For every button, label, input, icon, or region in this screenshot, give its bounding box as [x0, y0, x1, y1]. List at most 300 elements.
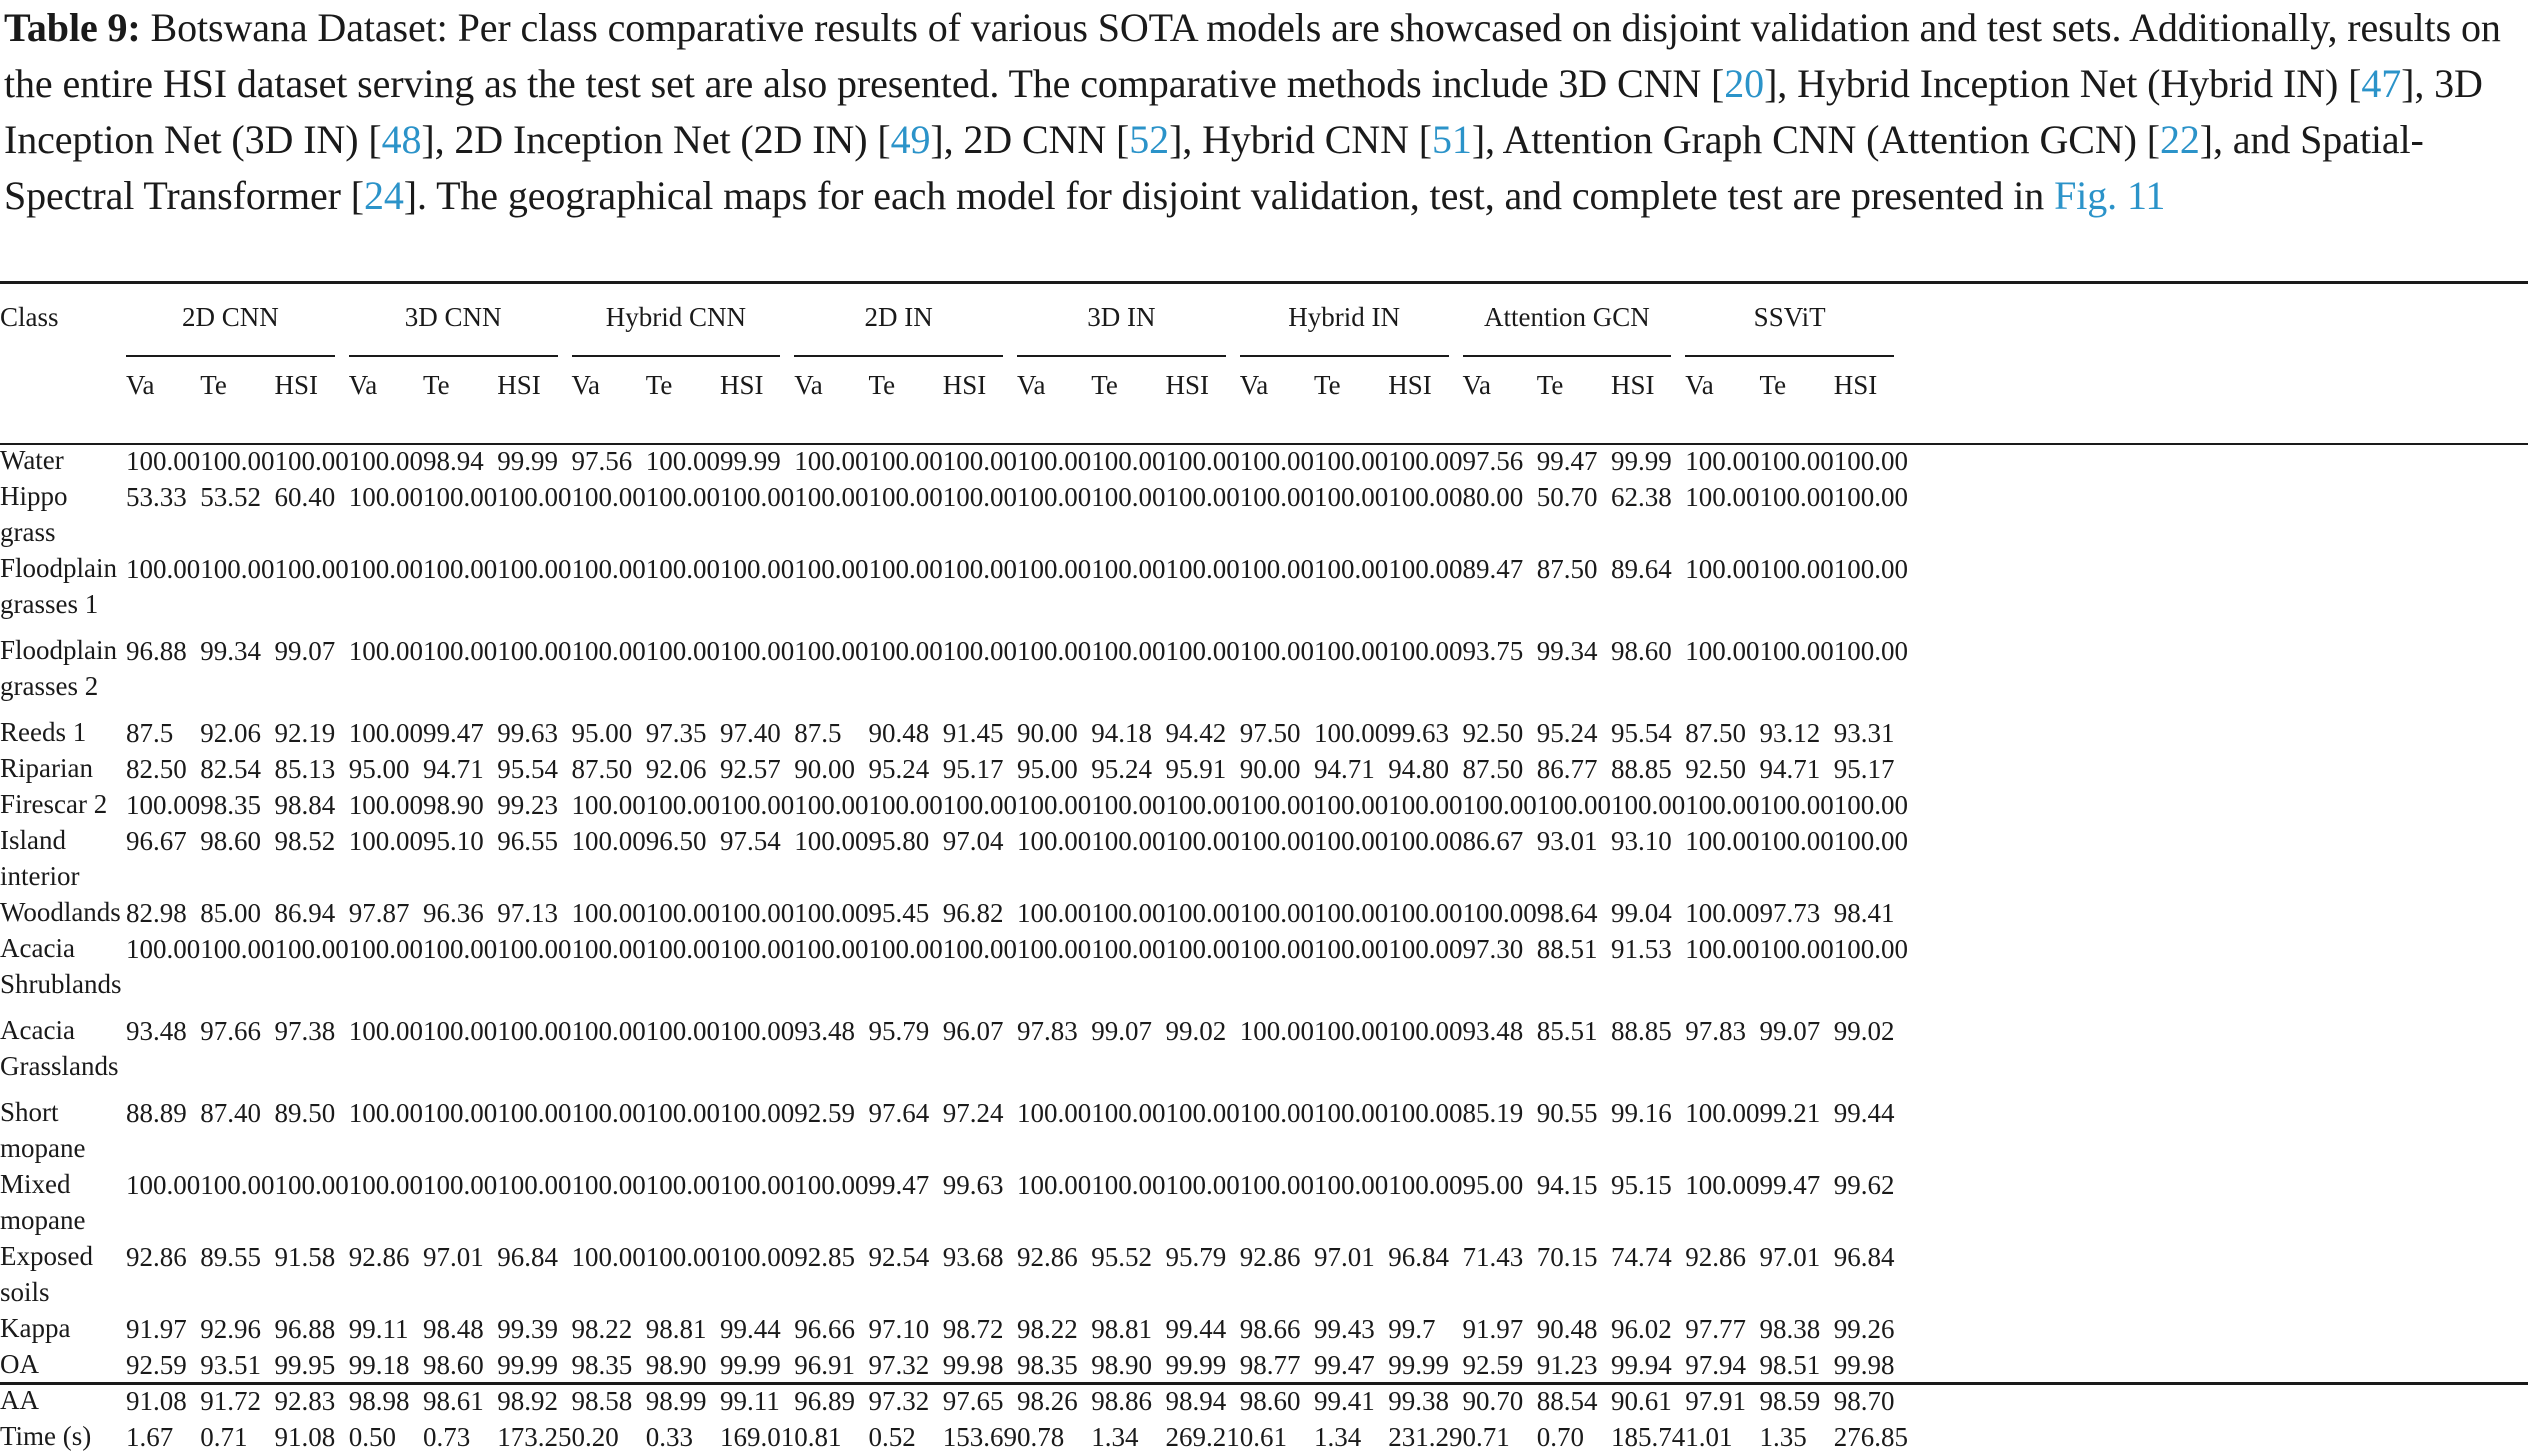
value-cell: 100.00 — [645, 1170, 720, 1200]
value-cell: 100.00 — [126, 446, 201, 476]
value-cell: 100.00 — [1091, 554, 1166, 584]
value-cell: 100.00 — [1314, 1016, 1389, 1046]
value-cell: 99.47 — [1759, 1170, 1821, 1200]
value-cell: 99.34 — [1536, 636, 1598, 666]
value-cell: 96.50 — [645, 826, 707, 856]
value-cell: 100.00 — [1314, 636, 1389, 666]
value-cell: 99.26 — [1833, 1314, 1895, 1344]
value-cell: 98.60 — [200, 826, 261, 856]
value-cell: 0.81 — [794, 1422, 842, 1452]
value-cell: 97.83 — [1685, 1016, 1746, 1046]
value-cell: 99.99 — [497, 446, 558, 476]
citation-link[interactable]: 24 — [363, 173, 404, 218]
value-cell: 100.00 — [1388, 1170, 1463, 1200]
value-cell: 100.00 — [1759, 934, 1834, 964]
value-cell: 100.00 — [1314, 446, 1389, 476]
value-cell: 100.00 — [942, 636, 1017, 666]
value-cell: 100.00 — [126, 554, 201, 584]
value-cell: 99.41 — [1314, 1386, 1375, 1416]
value-cell: 90.61 — [1611, 1386, 1672, 1416]
value-cell: 92.86 — [1685, 1242, 1746, 1272]
value-cell: 100.00 — [348, 1170, 423, 1200]
value-cell: 99.94 — [1611, 1350, 1672, 1380]
value-cell: 96.02 — [1611, 1314, 1672, 1344]
value-cell: 99.39 — [497, 1314, 558, 1344]
class-name-cell: Kappa — [0, 1313, 71, 1343]
value-cell: 100.00 — [497, 636, 572, 666]
value-cell: 99.38 — [1388, 1386, 1449, 1416]
value-cell: 99.99 — [1611, 446, 1672, 476]
value-cell: 99.99 — [1388, 1350, 1449, 1380]
value-cell: 98.99 — [645, 1386, 707, 1416]
class-column-header: Class — [0, 302, 59, 332]
class-name-cell: Floodplain grasses 2 — [0, 635, 118, 701]
value-cell: 100.00 — [423, 934, 498, 964]
value-cell: 95.79 — [868, 1016, 930, 1046]
value-cell: 1.34 — [1314, 1422, 1362, 1452]
value-cell: 96.88 — [274, 1314, 336, 1344]
table-row — [0, 478, 1908, 550]
value-cell: 100.00 — [1314, 1098, 1389, 1128]
value-cell: 99.47 — [423, 718, 484, 748]
value-cell: 100.00 — [1833, 482, 1908, 512]
value-cell: 99.98 — [942, 1350, 1004, 1380]
subset-header: HSI — [1611, 370, 1655, 400]
value-cell: 95.24 — [1091, 754, 1152, 784]
citation-link[interactable]: 48 — [381, 117, 422, 162]
subset-header: Va — [126, 370, 155, 400]
value-cell: 97.32 — [868, 1350, 930, 1380]
value-cell: 100.00 — [1165, 482, 1240, 512]
value-cell: 92.50 — [1462, 718, 1524, 748]
subset-header: Va — [348, 370, 378, 400]
value-cell: 95.24 — [868, 754, 930, 784]
value-cell: 99.34 — [200, 636, 261, 666]
value-cell: 100.00 — [571, 636, 646, 666]
value-cell: 100.00 — [571, 1016, 646, 1046]
model-header: 2D IN — [794, 302, 1003, 357]
value-cell: 98.64 — [1536, 898, 1598, 928]
value-cell: 99.47 — [1536, 446, 1598, 476]
value-cell: 98.35 — [571, 1350, 633, 1380]
class-name-cell: Riparian — [0, 753, 93, 783]
subset-header: HSI — [720, 370, 764, 400]
value-cell: 100.00 — [1091, 898, 1166, 928]
value-cell: 100.00 — [1017, 1170, 1092, 1200]
value-cell: 86.94 — [274, 898, 336, 928]
value-cell: 97.66 — [200, 1016, 261, 1046]
subset-header: HSI — [942, 370, 987, 400]
value-cell: 100.00 — [1239, 446, 1314, 476]
value-cell: 95.17 — [1833, 754, 1895, 784]
value-cell: 100.00 — [645, 482, 720, 512]
value-cell: 100.00 — [1165, 1170, 1240, 1200]
value-cell: 92.86 — [1017, 1242, 1078, 1272]
value-cell: 50.70 — [1536, 482, 1598, 512]
value-cell: 99.63 — [1388, 718, 1449, 748]
citation-link[interactable]: 20 — [1724, 61, 1765, 106]
value-cell: 100.00 — [571, 1242, 646, 1272]
value-cell: 99.02 — [1833, 1016, 1895, 1046]
value-cell: 95.80 — [868, 826, 930, 856]
value-cell: 98.60 — [1611, 636, 1672, 666]
value-cell: 98.35 — [200, 790, 261, 820]
value-cell: 100.00 — [1017, 554, 1092, 584]
class-name-cell: OA — [0, 1349, 39, 1379]
value-cell: 99.47 — [1314, 1350, 1375, 1380]
value-cell: 89.64 — [1611, 554, 1672, 584]
value-cell: 100.00 — [720, 1170, 795, 1200]
value-cell: 96.84 — [1388, 1242, 1449, 1272]
value-cell: 85.13 — [274, 754, 336, 784]
table-row — [0, 1238, 1908, 1310]
value-cell: 100.00 — [348, 446, 423, 476]
value-cell: 100.00 — [1685, 636, 1760, 666]
value-cell: 0.78 — [1017, 1422, 1065, 1452]
value-cell: 0.52 — [868, 1422, 916, 1452]
caption-text: ], Hybrid Inception Net (Hybrid IN) [ — [1764, 61, 2362, 106]
value-cell: 100.00 — [720, 636, 795, 666]
value-cell: 100.00 — [1017, 1098, 1092, 1128]
value-cell: 80.00 — [1462, 482, 1524, 512]
class-name-cell: Time (s) — [0, 1421, 92, 1451]
value-cell: 98.94 — [1165, 1386, 1227, 1416]
value-cell: 98.22 — [1017, 1314, 1078, 1344]
citation-link[interactable]: 49 — [890, 117, 931, 162]
value-cell: 96.36 — [423, 898, 484, 928]
value-cell: 93.68 — [942, 1242, 1004, 1272]
value-cell: 85.51 — [1536, 1016, 1598, 1046]
table-row — [0, 442, 1908, 478]
caption-text: ], 2D CNN [ — [930, 117, 1130, 162]
value-cell: 100.00 — [497, 1170, 572, 1200]
value-cell: 97.64 — [868, 1098, 930, 1128]
value-cell: 95.00 — [1462, 1170, 1524, 1200]
subset-header: HSI — [497, 370, 541, 400]
value-cell: 100.00 — [348, 1016, 423, 1046]
value-cell: 92.54 — [868, 1242, 930, 1272]
value-cell: 88.85 — [1611, 754, 1672, 784]
value-cell: 92.06 — [645, 754, 707, 784]
value-cell: 100.00 — [423, 1016, 498, 1046]
table-caption — [4, 0, 2524, 224]
value-cell: 96.88 — [126, 636, 187, 666]
subset-header: Va — [571, 370, 600, 400]
value-cell: 98.60 — [1239, 1386, 1301, 1416]
value-cell: 100.00 — [1833, 790, 1908, 820]
value-cell: 100.00 — [423, 636, 498, 666]
value-cell: 100.00 — [497, 934, 572, 964]
value-cell: 100.00 — [348, 826, 423, 856]
value-cell: 97.01 — [423, 1242, 484, 1272]
value-cell: 1.34 — [1091, 1422, 1139, 1452]
value-cell: 100.00 — [274, 934, 349, 964]
subset-header: Te — [1536, 370, 1564, 400]
value-cell: 90.00 — [1239, 754, 1301, 784]
value-cell: 97.91 — [1685, 1386, 1746, 1416]
value-cell: 0.71 — [1462, 1422, 1510, 1452]
class-name-cell: Island interior — [0, 825, 80, 891]
value-cell: 88.51 — [1536, 934, 1598, 964]
value-cell: 100.00 — [1388, 636, 1463, 666]
value-cell: 99.44 — [720, 1314, 781, 1344]
value-cell: 100.00 — [645, 934, 720, 964]
value-cell: 97.40 — [720, 718, 781, 748]
value-cell: 100.00 — [126, 1170, 201, 1200]
value-cell: 93.51 — [200, 1350, 261, 1380]
value-cell: 92.86 — [1239, 1242, 1301, 1272]
value-cell: 100.00 — [645, 446, 720, 476]
model-header: Attention GCN — [1463, 302, 1672, 357]
value-cell: 0.20 — [571, 1422, 619, 1452]
value-cell: 100.00 — [1388, 1098, 1463, 1128]
value-cell: 99.7 — [1388, 1314, 1436, 1344]
value-cell: 94.15 — [1536, 1170, 1598, 1200]
value-cell: 100.00 — [423, 1098, 498, 1128]
value-cell: 100.00 — [1759, 826, 1834, 856]
value-cell: 100.00 — [1165, 790, 1240, 820]
value-cell: 100.00 — [1314, 826, 1389, 856]
value-cell: 89.47 — [1462, 554, 1524, 584]
citation-link[interactable]: 47 — [2361, 61, 2402, 106]
value-cell: 92.86 — [126, 1242, 187, 1272]
figure-link[interactable]: Fig. 11 — [2054, 173, 2166, 218]
value-cell: 98.90 — [645, 1350, 707, 1380]
value-cell: 100.00 — [348, 482, 423, 512]
value-cell: 86.77 — [1536, 754, 1598, 784]
value-cell: 92.59 — [126, 1350, 187, 1380]
value-cell: 93.48 — [126, 1016, 187, 1046]
model-header: 3D CNN — [349, 302, 558, 357]
value-cell: 100.00 — [1314, 790, 1389, 820]
value-cell: 92.96 — [200, 1314, 261, 1344]
value-cell: 100.00 — [1239, 934, 1314, 964]
value-cell: 100.00 — [1165, 1098, 1240, 1128]
value-cell: 95.45 — [868, 898, 930, 928]
value-cell: 97.10 — [868, 1314, 930, 1344]
model-header: Hybrid IN — [1240, 302, 1449, 357]
value-cell: 100.00 — [1388, 790, 1463, 820]
value-cell: 0.33 — [645, 1422, 693, 1452]
value-cell: 100.00 — [1091, 826, 1166, 856]
subset-header: Te — [1314, 370, 1341, 400]
value-cell: 100.00 — [200, 934, 275, 964]
value-cell: 88.89 — [126, 1098, 187, 1128]
table-row — [0, 1094, 1908, 1166]
value-cell: 153.69 — [942, 1422, 1017, 1452]
value-cell: 100.00 — [645, 636, 720, 666]
value-cell: 0.50 — [348, 1422, 396, 1452]
value-cell: 99.44 — [1165, 1314, 1227, 1344]
caption-text: Botswana Dataset: Per class comparative results of various SOTA models are showcased on disjoint validation and test sets. Additionally, results on the entire HSI dataset serving as the test set are also presented. The comparative methods include 3D CNN [ — [4, 5, 2501, 106]
value-cell: 98.26 — [1017, 1386, 1078, 1416]
value-cell: 94.42 — [1165, 718, 1227, 748]
value-cell: 185.74 — [1611, 1422, 1686, 1452]
value-cell: 95.00 — [571, 718, 633, 748]
value-cell: 100.00 — [1833, 446, 1908, 476]
value-cell: 100.00 — [794, 482, 869, 512]
citation-link[interactable]: 52 — [1129, 117, 1170, 162]
class-name-cell: Water — [0, 445, 64, 475]
value-cell: 100.00 — [1017, 790, 1092, 820]
value-cell: 100.00 — [1685, 934, 1760, 964]
value-cell: 93.12 — [1759, 718, 1821, 748]
table-row — [0, 714, 1908, 750]
value-cell: 87.50 — [1462, 754, 1524, 784]
value-cell: 98.61 — [423, 1386, 484, 1416]
value-cell: 100.00 — [274, 1170, 349, 1200]
value-cell: 90.55 — [1536, 1098, 1598, 1128]
value-cell: 100.00 — [571, 790, 646, 820]
value-cell: 100.00 — [1165, 446, 1240, 476]
subset-header: Va — [794, 370, 823, 400]
value-cell: 269.21 — [1165, 1422, 1240, 1452]
value-cell: 99.98 — [1833, 1350, 1895, 1380]
value-cell: 96.55 — [497, 826, 558, 856]
value-cell: 98.66 — [1239, 1314, 1301, 1344]
subset-header: Te — [1091, 370, 1118, 400]
subset-header: HSI — [274, 370, 319, 400]
value-cell: 90.00 — [1017, 718, 1078, 748]
value-cell: 96.82 — [942, 898, 1004, 928]
value-cell: 99.23 — [497, 790, 558, 820]
value-cell: 100.00 — [1833, 826, 1908, 856]
value-cell: 92.50 — [1685, 754, 1746, 784]
value-cell: 90.48 — [868, 718, 930, 748]
value-cell: 100.00 — [497, 1098, 572, 1128]
value-cell: 97.32 — [868, 1386, 930, 1416]
value-cell: 97.04 — [942, 826, 1004, 856]
value-cell: 82.50 — [126, 754, 187, 784]
value-cell: 91.97 — [1462, 1314, 1524, 1344]
value-cell: 100.00 — [1314, 482, 1389, 512]
value-cell: 97.01 — [1314, 1242, 1375, 1272]
value-cell: 93.75 — [1462, 636, 1524, 666]
class-name-cell: Exposed soils — [0, 1241, 93, 1307]
value-cell: 100.00 — [571, 482, 646, 512]
value-cell: 100.00 — [1239, 1170, 1314, 1200]
value-cell: 100.00 — [1239, 636, 1314, 666]
value-cell: 98.92 — [497, 1386, 558, 1416]
value-cell: 99.62 — [1833, 1170, 1895, 1200]
value-cell: 100.00 — [274, 446, 349, 476]
value-cell: 98.70 — [1833, 1386, 1895, 1416]
value-cell: 98.35 — [1017, 1350, 1078, 1380]
value-cell: 95.91 — [1165, 754, 1227, 784]
value-cell: 99.16 — [1611, 1098, 1672, 1128]
value-cell: 60.40 — [274, 482, 336, 512]
caption-text: ], Hybrid CNN [ — [1169, 117, 1432, 162]
value-cell: 100.00 — [1239, 554, 1314, 584]
subset-header: HSI — [1833, 370, 1878, 400]
value-cell: 276.85 — [1833, 1422, 1908, 1452]
table-top-rule — [0, 281, 2528, 284]
value-cell: 99.95 — [274, 1350, 336, 1380]
value-cell: 173.25 — [497, 1422, 572, 1452]
value-cell: 100.00 — [1685, 446, 1760, 476]
value-cell: 99.07 — [1091, 1016, 1152, 1046]
caption-label: Table 9: — [4, 5, 141, 50]
citation-link[interactable]: 51 — [1432, 117, 1472, 162]
value-cell: 62.38 — [1611, 482, 1672, 512]
value-cell: 100.00 — [645, 1098, 720, 1128]
table-row — [0, 750, 1908, 786]
subset-header: Va — [1685, 370, 1714, 400]
value-cell: 100.00 — [645, 790, 720, 820]
value-cell: 100.00 — [1165, 898, 1240, 928]
value-cell: 100.00 — [794, 898, 869, 928]
value-cell: 87.50 — [1536, 554, 1598, 584]
value-cell: 100.00 — [1314, 718, 1389, 748]
value-cell: 93.48 — [1462, 1016, 1524, 1046]
value-cell: 100.00 — [571, 1170, 646, 1200]
value-cell: 100.00 — [1091, 934, 1166, 964]
value-cell: 100.00 — [1017, 826, 1092, 856]
citation-link[interactable]: 22 — [2159, 117, 2200, 162]
value-cell: 99.21 — [1759, 1098, 1821, 1128]
value-cell: 99.99 — [720, 1350, 781, 1380]
value-cell: 98.41 — [1833, 898, 1895, 928]
value-cell: 100.00 — [720, 554, 795, 584]
results-table — [0, 288, 1908, 1454]
table-row — [0, 632, 1908, 714]
value-cell: 100.00 — [942, 790, 1017, 820]
value-cell: 91.97 — [126, 1314, 187, 1344]
value-cell: 99.63 — [942, 1170, 1004, 1200]
table-row — [0, 1310, 1908, 1346]
value-cell: 0.61 — [1239, 1422, 1287, 1452]
value-cell: 98.81 — [645, 1314, 707, 1344]
value-cell: 100.00 — [423, 1170, 498, 1200]
value-cell: 100.00 — [794, 1170, 869, 1200]
value-cell: 94.80 — [1388, 754, 1449, 784]
value-cell: 100.00 — [1017, 934, 1092, 964]
value-cell: 97.38 — [274, 1016, 336, 1046]
class-name-cell: Woodlands — [0, 897, 121, 927]
value-cell: 96.67 — [126, 826, 187, 856]
value-cell: 100.00 — [868, 554, 943, 584]
value-cell: 100.00 — [1314, 934, 1389, 964]
value-cell: 100.00 — [942, 482, 1017, 512]
value-cell: 100.00 — [1239, 898, 1314, 928]
caption-text: ], 3D Inception Net (3D IN) [ — [4, 61, 2483, 162]
value-cell: 94.71 — [423, 754, 484, 784]
table-bottom-rule — [0, 1382, 2528, 1385]
value-cell: 100.00 — [794, 826, 869, 856]
class-name-cell: Floodplain grasses 1 — [0, 553, 118, 619]
value-cell: 98.58 — [571, 1386, 633, 1416]
value-cell: 100.00 — [1833, 636, 1908, 666]
value-cell: 100.00 — [868, 636, 943, 666]
value-cell: 98.60 — [423, 1350, 484, 1380]
value-cell: 92.19 — [274, 718, 336, 748]
value-cell: 100.00 — [497, 554, 572, 584]
value-cell: 91.53 — [1611, 934, 1672, 964]
value-cell: 96.91 — [794, 1350, 855, 1380]
value-cell: 85.19 — [1462, 1098, 1524, 1128]
value-cell: 91.58 — [274, 1242, 336, 1272]
value-cell: 100.00 — [1314, 898, 1389, 928]
value-cell: 95.79 — [1165, 1242, 1227, 1272]
value-cell: 100.00 — [571, 554, 646, 584]
value-cell: 100.00 — [348, 636, 423, 666]
value-cell: 98.90 — [1091, 1350, 1152, 1380]
model-header: 3D IN — [1017, 302, 1226, 357]
caption-text: ], 2D Inception Net (2D IN) [ — [421, 117, 891, 162]
value-cell: 100.00 — [1759, 636, 1834, 666]
value-cell: 92.85 — [794, 1242, 855, 1272]
value-cell: 97.50 — [1239, 718, 1301, 748]
